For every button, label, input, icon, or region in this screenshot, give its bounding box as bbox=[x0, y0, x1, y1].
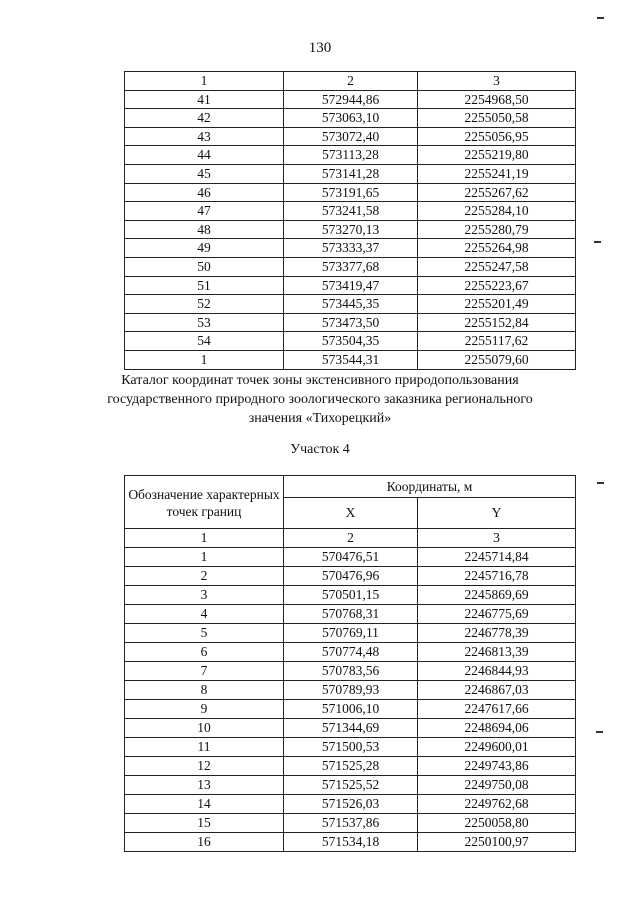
y-coordinate-cell: 2255219,80 bbox=[418, 146, 576, 165]
table-row bbox=[125, 700, 576, 719]
table-row bbox=[125, 624, 576, 643]
table-row bbox=[125, 146, 576, 165]
y-coordinate-cell: 2246813,39 bbox=[418, 643, 576, 662]
point-number-cell: 44 bbox=[125, 146, 284, 165]
table-row bbox=[125, 295, 576, 314]
x-coordinate-cell: 571344,69 bbox=[284, 719, 418, 738]
y-coordinate-cell: 2245714,84 bbox=[418, 548, 576, 567]
table-row bbox=[125, 662, 576, 681]
x-coordinate-cell: 573241,58 bbox=[284, 202, 418, 221]
point-number-cell: 1 bbox=[125, 548, 284, 567]
point-number-cell: 6 bbox=[125, 643, 284, 662]
x-coordinate-cell: 573473,50 bbox=[284, 313, 418, 332]
x-coordinate-cell: 571500,53 bbox=[284, 738, 418, 757]
column-number-cell: 1 bbox=[125, 72, 284, 91]
section-title: Участок 4 bbox=[290, 442, 350, 457]
x-coordinate-cell: 571525,28 bbox=[284, 757, 418, 776]
point-number-cell: 50 bbox=[125, 257, 284, 276]
point-number-cell: 16 bbox=[125, 833, 284, 852]
x-coordinate-cell: 573445,35 bbox=[284, 295, 418, 314]
y-coordinate-cell: 2245869,69 bbox=[418, 586, 576, 605]
table-row bbox=[125, 183, 576, 202]
table-row bbox=[125, 548, 576, 567]
point-number-cell: 45 bbox=[125, 164, 284, 183]
table-row bbox=[125, 643, 576, 662]
x-coordinate-cell: 570789,93 bbox=[284, 681, 418, 700]
column-numbering-row bbox=[125, 529, 576, 548]
x-coordinate-cell: 573544,31 bbox=[284, 350, 418, 369]
y-coordinate-cell: 2255079,60 bbox=[418, 350, 576, 369]
point-number-cell: 54 bbox=[125, 332, 284, 351]
x-coordinate-cell: 573072,40 bbox=[284, 127, 418, 146]
x-coordinate-cell: 573191,65 bbox=[284, 183, 418, 202]
y-coordinate-cell: 2248694,06 bbox=[418, 719, 576, 738]
table-row bbox=[125, 164, 576, 183]
x-coordinate-cell: 571526,03 bbox=[284, 795, 418, 814]
y-coordinate-cell: 2255264,98 bbox=[418, 239, 576, 258]
point-number-cell: 3 bbox=[125, 586, 284, 605]
table-row bbox=[125, 109, 576, 128]
caption-line: государственного природного зоологического заказника регионального bbox=[107, 392, 533, 407]
x-axis-header: X bbox=[284, 498, 418, 529]
y-coordinate-cell: 2255280,79 bbox=[418, 220, 576, 239]
x-coordinate-cell: 570476,96 bbox=[284, 567, 418, 586]
y-coordinate-cell: 2255056,95 bbox=[418, 127, 576, 146]
point-number-cell: 10 bbox=[125, 719, 284, 738]
table-row bbox=[125, 332, 576, 351]
column-number-cell: 2 bbox=[284, 72, 418, 91]
table-row bbox=[125, 814, 576, 833]
y-coordinate-cell: 2246775,69 bbox=[418, 605, 576, 624]
point-number-cell: 15 bbox=[125, 814, 284, 833]
x-coordinate-cell: 570768,31 bbox=[284, 605, 418, 624]
x-coordinate-cell: 573063,10 bbox=[284, 109, 418, 128]
y-coordinate-cell: 2255050,58 bbox=[418, 109, 576, 128]
y-coordinate-cell: 2246867,03 bbox=[418, 681, 576, 700]
y-coordinate-cell: 2255152,84 bbox=[418, 313, 576, 332]
point-number-cell: 51 bbox=[125, 276, 284, 295]
x-coordinate-cell: 570769,11 bbox=[284, 624, 418, 643]
y-coordinate-cell: 2254968,50 bbox=[418, 90, 576, 109]
point-number-cell: 8 bbox=[125, 681, 284, 700]
table-row bbox=[125, 795, 576, 814]
y-coordinate-cell: 2249762,68 bbox=[418, 795, 576, 814]
point-number-cell: 2 bbox=[125, 567, 284, 586]
table-row bbox=[125, 833, 576, 852]
point-number-cell: 7 bbox=[125, 662, 284, 681]
table-row bbox=[125, 738, 576, 757]
catalog-caption bbox=[0, 371, 640, 428]
point-number-cell: 41 bbox=[125, 90, 284, 109]
page-number: 130 bbox=[308, 40, 332, 56]
point-number-cell: 13 bbox=[125, 776, 284, 795]
x-coordinate-cell: 570476,51 bbox=[284, 548, 418, 567]
point-number-cell: 53 bbox=[125, 313, 284, 332]
table-row bbox=[125, 757, 576, 776]
y-coordinate-cell: 2250100,97 bbox=[418, 833, 576, 852]
y-coordinate-cell: 2246844,93 bbox=[418, 662, 576, 681]
table-header-row bbox=[125, 72, 576, 91]
table-row bbox=[125, 90, 576, 109]
table-row bbox=[125, 605, 576, 624]
y-coordinate-cell: 2255267,62 bbox=[418, 183, 576, 202]
table-row bbox=[125, 202, 576, 221]
point-number-cell: 49 bbox=[125, 239, 284, 258]
y-coordinate-cell: 2249743,86 bbox=[418, 757, 576, 776]
table-row bbox=[125, 681, 576, 700]
x-coordinate-cell: 573377,68 bbox=[284, 257, 418, 276]
x-coordinate-cell: 573419,47 bbox=[284, 276, 418, 295]
table-row bbox=[125, 586, 576, 605]
x-coordinate-cell: 571525,52 bbox=[284, 776, 418, 795]
y-coordinate-cell: 2245716,78 bbox=[418, 567, 576, 586]
y-coordinate-cell: 2255223,67 bbox=[418, 276, 576, 295]
column-number-cell: 3 bbox=[418, 529, 576, 548]
x-coordinate-cell: 573504,35 bbox=[284, 332, 418, 351]
point-number-cell: 48 bbox=[125, 220, 284, 239]
point-number-cell: 52 bbox=[125, 295, 284, 314]
y-coordinate-cell: 2255117,62 bbox=[418, 332, 576, 351]
point-number-cell: 47 bbox=[125, 202, 284, 221]
edge-mark bbox=[594, 241, 601, 243]
y-coordinate-cell: 2247617,66 bbox=[418, 700, 576, 719]
y-coordinate-cell: 2255284,10 bbox=[418, 202, 576, 221]
point-label-header: Обозначение характерных точек границ bbox=[125, 476, 284, 529]
caption-line: значения «Тихорецкий» bbox=[248, 411, 392, 426]
x-coordinate-cell: 573141,28 bbox=[284, 164, 418, 183]
table-row bbox=[125, 567, 576, 586]
x-coordinate-cell: 573113,28 bbox=[284, 146, 418, 165]
point-number-cell: 9 bbox=[125, 700, 284, 719]
table-row bbox=[125, 719, 576, 738]
edge-mark bbox=[597, 482, 604, 484]
point-number-cell: 12 bbox=[125, 757, 284, 776]
x-coordinate-cell: 571537,86 bbox=[284, 814, 418, 833]
y-coordinate-cell: 2249750,08 bbox=[418, 776, 576, 795]
y-coordinate-cell: 2250058,80 bbox=[418, 814, 576, 833]
table-header-row bbox=[125, 476, 576, 498]
column-number-cell: 3 bbox=[418, 72, 576, 91]
table-row bbox=[125, 220, 576, 239]
x-coordinate-cell: 571534,18 bbox=[284, 833, 418, 852]
y-coordinate-cell: 2255247,58 bbox=[418, 257, 576, 276]
table-row bbox=[125, 776, 576, 795]
table-row bbox=[125, 313, 576, 332]
column-number-cell: 2 bbox=[284, 529, 418, 548]
coordinates-table-plot-4 bbox=[124, 475, 576, 852]
y-coordinate-cell: 2255201,49 bbox=[418, 295, 576, 314]
table-row bbox=[125, 350, 576, 369]
caption-line: Каталог координат точек зоны экстенсивного природопользования bbox=[121, 373, 519, 388]
point-number-cell: 11 bbox=[125, 738, 284, 757]
table-row bbox=[125, 239, 576, 258]
y-coordinate-cell: 2255241,19 bbox=[418, 164, 576, 183]
x-coordinate-cell: 572944,86 bbox=[284, 90, 418, 109]
edge-mark bbox=[597, 17, 604, 19]
edge-mark bbox=[596, 731, 603, 733]
point-number-cell: 43 bbox=[125, 127, 284, 146]
y-coordinate-cell: 2246778,39 bbox=[418, 624, 576, 643]
x-coordinate-cell: 573270,13 bbox=[284, 220, 418, 239]
point-number-cell: 46 bbox=[125, 183, 284, 202]
table-row bbox=[125, 127, 576, 146]
table-row bbox=[125, 276, 576, 295]
point-number-cell: 42 bbox=[125, 109, 284, 128]
column-number-cell: 1 bbox=[125, 529, 284, 548]
coordinates-table-continued bbox=[124, 71, 576, 370]
point-number-cell: 5 bbox=[125, 624, 284, 643]
x-coordinate-cell: 570783,56 bbox=[284, 662, 418, 681]
x-coordinate-cell: 570774,48 bbox=[284, 643, 418, 662]
x-coordinate-cell: 573333,37 bbox=[284, 239, 418, 258]
y-axis-header: Y bbox=[418, 498, 576, 529]
x-coordinate-cell: 571006,10 bbox=[284, 700, 418, 719]
point-number-cell: 1 bbox=[125, 350, 284, 369]
y-coordinate-cell: 2249600,01 bbox=[418, 738, 576, 757]
coordinates-header: Координаты, м bbox=[284, 476, 576, 498]
x-coordinate-cell: 570501,15 bbox=[284, 586, 418, 605]
point-number-cell: 4 bbox=[125, 605, 284, 624]
point-number-cell: 14 bbox=[125, 795, 284, 814]
table-row bbox=[125, 257, 576, 276]
